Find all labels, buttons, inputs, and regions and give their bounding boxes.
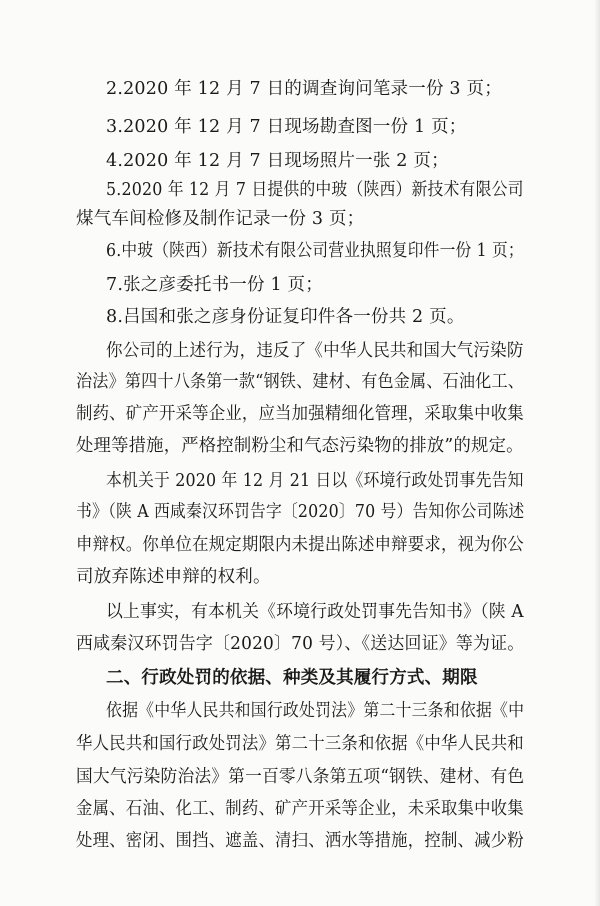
- violation-line-2: 治法》第四十八条第一款“钢铁、建材、有色金属、石油化工、: [76, 372, 525, 392]
- facts-line-2: 西咸秦汉环罚告字〔2020〕70 号）、《送达回证》等为证。: [76, 634, 525, 654]
- page-edge-shadow: [594, 0, 600, 906]
- basis-line-3: 国大气污染防治法》第一百零八条第五项“钢铁、建材、有色: [76, 767, 525, 787]
- attachment-item-6: 6.中玻（陕西）新技术有限公司营业执照复印件一份 1 页；: [106, 241, 524, 261]
- attachment-item-3: 3.2020 年 12 月 7 日现场勘查图一份 1 页；: [106, 117, 467, 137]
- notice-line-2: 书》（陕 A 西咸秦汉环罚告字〔2020〕70 号）告知你公司陈述: [76, 502, 525, 522]
- violation-line-1: 你公司的上述行为，违反了《中华人民共和国大气污染防: [106, 341, 524, 361]
- basis-line-1: 依据《中华人民共和国行政处罚法》第二十三条和依据《中: [106, 701, 525, 721]
- violation-line-4: 处理等措施，严格控制粉尘和气态污染物的排放”的规定。: [76, 436, 524, 456]
- attachment-item-7: 7.张之彦委托书一份 1 页；: [106, 275, 323, 295]
- attachment-item-5: 5.2020 年 12 月 7 日提供的中玻（陕西）新技术有限公司: [106, 180, 524, 200]
- section-heading: 二、行政处罚的依据、种类及其履行方式、期限: [106, 668, 478, 688]
- notice-line-1: 本机关于 2020 年 12 月 21 日以《环境行政处罚事先告知: [106, 471, 524, 491]
- basis-line-4: 金属、石油、化工、制药、矿产开采等企业，未采取集中收集: [76, 799, 524, 819]
- attachment-item-5-cont: 煤气车间检修及制作记录一份 3 页；: [76, 209, 365, 229]
- facts-line-1: 以上事实，有本机关《环境行政处罚事先告知书》（陕 A: [106, 602, 524, 622]
- basis-line-5: 处理、密闭、围挡、遮盖、清扫、洒水等措施，控制、减少粉: [76, 831, 524, 851]
- notice-line-4: 司放弃陈述申辩的权利。: [76, 567, 271, 587]
- attachment-item-4: 4.2020 年 12 月 7 日现场照片一张 2 页；: [106, 151, 449, 171]
- basis-line-2: 华人民共和国行政处罚法》第二十三条和依据《中华人民共和: [76, 734, 524, 754]
- attachment-item-2: 2.2020 年 12 月 7 日的调查询问笔录一份 3 页；: [106, 79, 502, 99]
- attachment-item-8: 8.吕国和张之彦身份证复印件各一份共 2 页。: [106, 307, 465, 327]
- notice-line-3: 申辩权。你单位在规定期限内未提出陈述申辩要求，视为你公: [76, 535, 524, 555]
- violation-line-3: 制药、矿产开采等企业，应当加强精细化管理，采取集中收集: [76, 404, 524, 424]
